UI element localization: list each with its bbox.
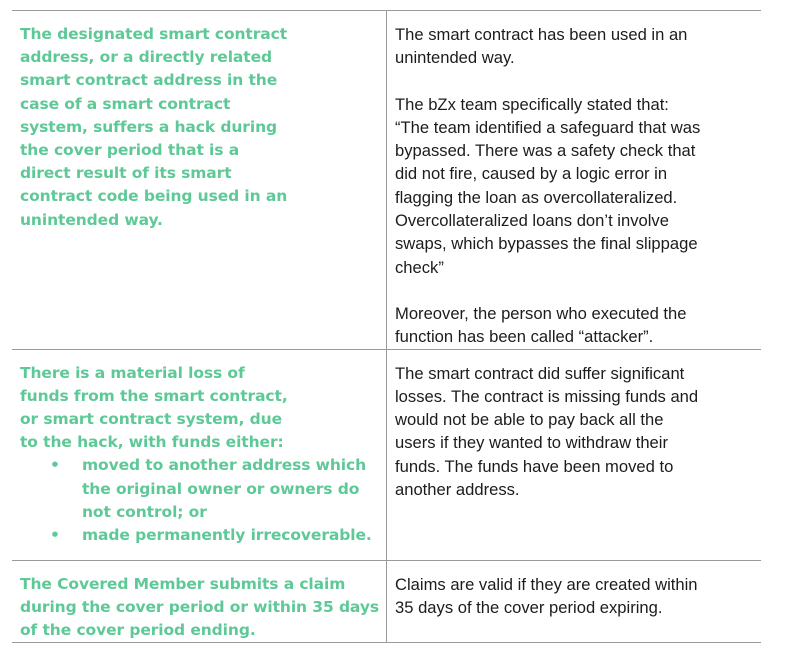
condition-line: case of a smart contract (20, 94, 231, 113)
condition-line: smart contract address in the (20, 71, 278, 90)
assessment-line: Overcollateralized loans don’t involve (395, 211, 669, 231)
assessment-line: would not be able to pay back all the (395, 410, 664, 430)
condition-line: the cover period that is a (20, 141, 240, 160)
assessment-line: Moreover, the person who executed the (395, 303, 687, 323)
condition-line: unintended way. (20, 210, 163, 229)
condition-line: or smart contract system, due (20, 409, 283, 428)
condition-line: not control; or (82, 502, 207, 521)
assessment-cell (387, 11, 762, 350)
assessment-line: did not fire, caused by a logic error in (395, 164, 668, 184)
assessment-cell (387, 560, 762, 643)
assessment-line: function has been called “attacker”. (395, 327, 654, 347)
assessment-line: another address. (395, 480, 520, 500)
condition-text (12, 11, 386, 232)
condition-bullet-list (20, 454, 376, 547)
condition-text (12, 561, 386, 643)
condition-line: direct result of its smart (20, 164, 232, 183)
assessment-line: funds. The funds have been moved to (395, 456, 674, 476)
condition-line: address, or a directly related (20, 48, 273, 67)
assessment-line: bypassed. There was a safety check that (395, 141, 696, 161)
assessment-line: The bZx team specifically stated that: (395, 94, 669, 114)
assessment-paragraph (395, 573, 753, 620)
assessment-paragraph (395, 93, 753, 279)
assessment-paragraph (395, 302, 753, 349)
assessment-line: 35 days of the cover period expiring. (395, 597, 663, 617)
condition-line: moved to another address which (82, 456, 367, 475)
condition-bullet-item (20, 524, 376, 547)
assessment-line: swaps, which bypasses the final slippage (395, 234, 698, 254)
assessment-paragraph (395, 362, 753, 502)
condition-cell (12, 11, 387, 350)
condition-cell (12, 560, 387, 643)
condition-line: contract code being used in an (20, 187, 288, 206)
claim-assessment-table (12, 10, 761, 643)
condition-line: The designated smart contract (20, 25, 288, 43)
condition-line: There is a material loss of (20, 363, 245, 382)
assessment-line: flagging the loan as overcollateralized. (395, 187, 678, 207)
condition-line: of the cover period ending. (20, 620, 256, 639)
bullet-icon: • (50, 456, 60, 475)
condition-line: the original owner or owners do (82, 479, 360, 498)
condition-text (12, 350, 386, 548)
bullet-icon: • (50, 525, 60, 544)
assessment-line: losses. The contract is missing funds and (395, 386, 699, 406)
condition-line: system, suffers a hack during (20, 117, 277, 136)
table-row (12, 11, 761, 350)
table-row (12, 349, 761, 560)
condition-line: funds from the smart contract, (20, 386, 288, 405)
condition-line: made permanently irrecoverable. (82, 525, 372, 544)
condition-line: The Covered Member submits a claim (20, 574, 346, 593)
assessment-cell (387, 349, 762, 560)
assessment-text (387, 561, 761, 620)
assessment-paragraph (395, 23, 753, 70)
assessment-line: Claims are valid if they are created within (395, 574, 698, 594)
assessment-line: The smart contract did suffer significant (395, 363, 685, 383)
condition-cell (12, 349, 387, 560)
condition-line: during the cover period or within 35 days (20, 597, 379, 616)
assessment-line: users if they wanted to withdraw their (395, 433, 669, 453)
condition-bullet-item (20, 454, 376, 524)
assessment-text (387, 350, 761, 502)
assessment-line: check” (395, 257, 444, 277)
table-row (12, 560, 761, 643)
assessment-line: unintended way. (395, 48, 515, 68)
assessment-line: The smart contract has been used in an (395, 25, 688, 44)
condition-line: to the hack, with funds either: (20, 433, 284, 452)
assessment-line: “The team identified a safeguard that was (395, 117, 701, 137)
assessment-text (387, 11, 761, 349)
